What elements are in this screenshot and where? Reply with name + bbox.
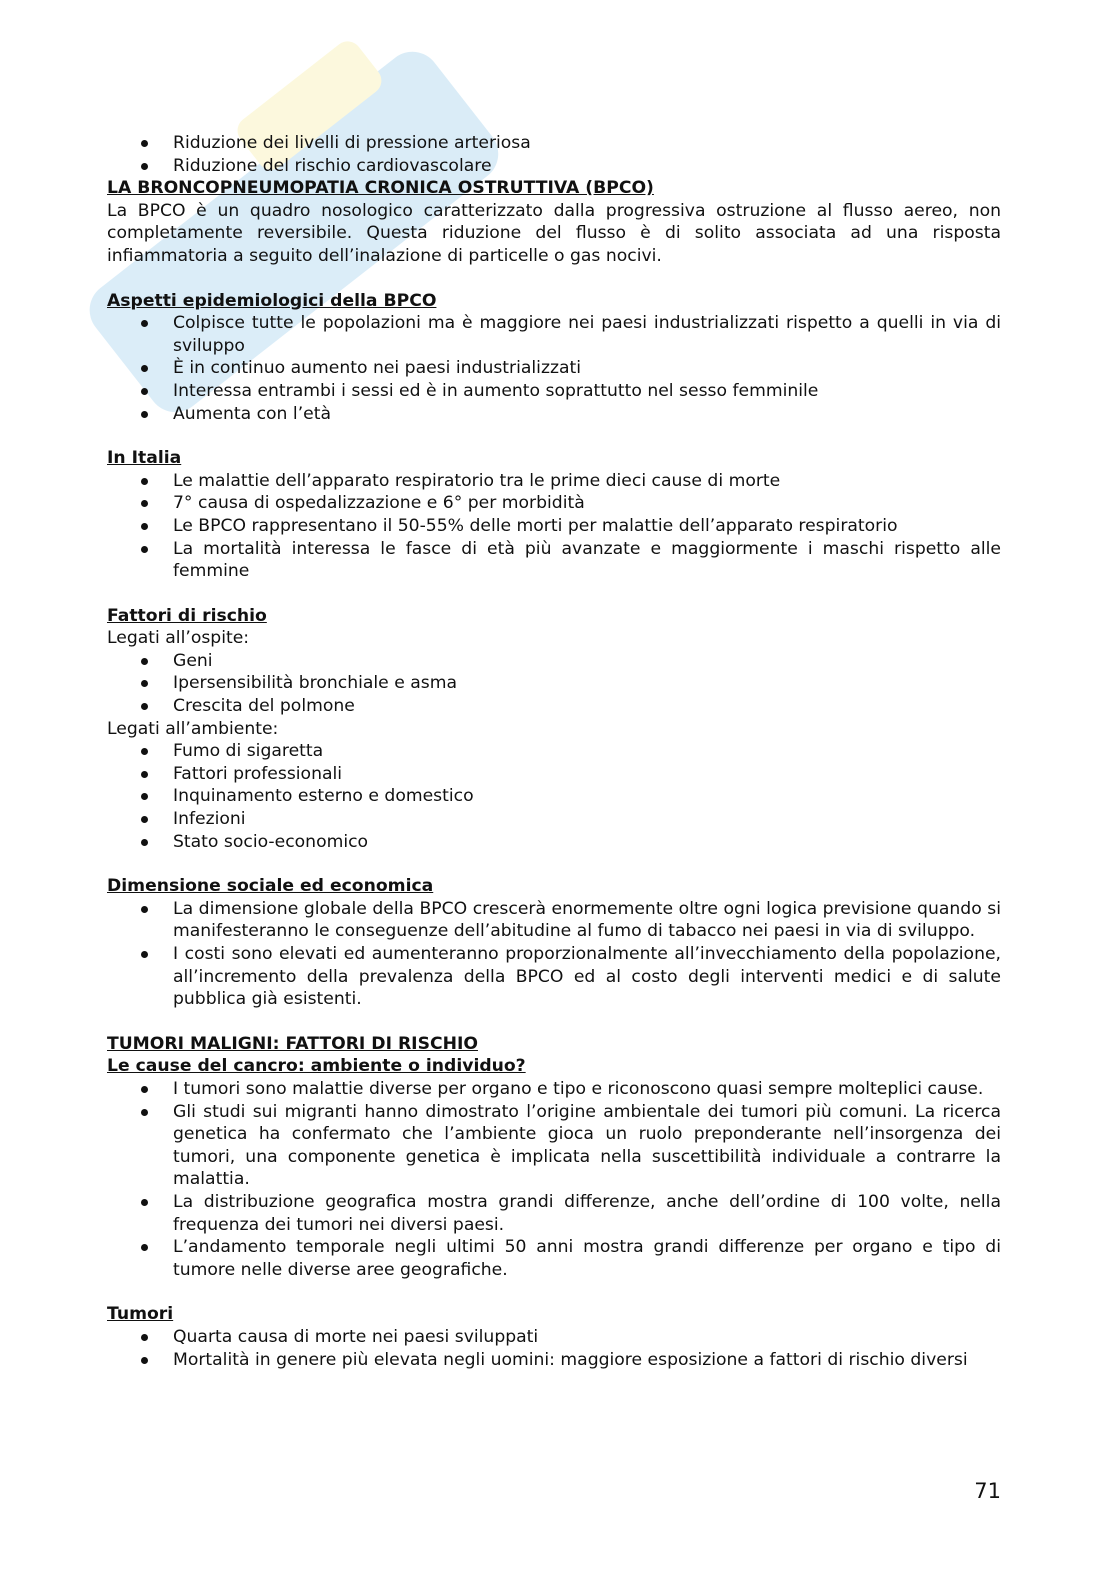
list-item: Stato socio-economico	[107, 831, 1001, 854]
ospite-list	[107, 650, 1001, 718]
ambiente-list	[107, 740, 1001, 853]
list-item: L’andamento temporale negli ultimi 50 anni mostra grandi differenze per organo e tipo di tumore nelle diverse aree geografiche.	[107, 1236, 1001, 1281]
document-page	[107, 132, 1001, 1371]
list-item: Riduzione dei livelli di pressione arteriosa	[107, 132, 1001, 155]
list-item: La mortalità interessa le fasce di età più avanzate e maggiormente i maschi rispetto alle femmine	[107, 538, 1001, 583]
bpco-paragraph: La BPCO è un quadro nosologico caratterizzato dalla progressiva ostruzione al flusso aereo, non completamente reversibile. Questa riduzione del flusso è di solito associata ad una risposta infiammatoria a seguito dell’inalazione di particelle o gas nocivi.	[107, 200, 1001, 266]
list-item: I costi sono elevati ed aumenteranno proporzionalmente all’invecchiamento della popolazione, all’incremento della prevalenza della BPCO ed al costo degli interventi medici e di salute pubblica già esistenti.	[107, 943, 1001, 1011]
section-title-italia: In Italia	[107, 448, 182, 469]
list-item: Colpisce tutte le popolazioni ma è maggiore nei paesi industrializzati rispetto a quelli in via di sviluppo	[107, 312, 1001, 357]
list-item: Infezioni	[107, 808, 1001, 831]
section-title-tumori-maligni: TUMORI MALIGNI: FATTORI DI RISCHIO	[107, 1033, 478, 1054]
epidemiologia-list	[107, 312, 1001, 425]
tumori-maligni-list	[107, 1078, 1001, 1281]
list-item: Mortalità in genere più elevata negli uomini: maggiore esposizione a fattori di rischio diversi	[107, 1349, 1001, 1372]
ambiente-label: Legati all’ambiente:	[107, 718, 279, 739]
list-item: Geni	[107, 650, 1001, 673]
page-number: 71	[974, 1479, 1001, 1503]
list-item: 7° causa di ospedalizzazione e 6° per morbidità	[107, 492, 1001, 515]
list-item: La distribuzione geografica mostra grandi differenze, anche dell’ordine di 100 volte, nella frequenza dei tumori nei diversi paesi.	[107, 1191, 1001, 1236]
tumori-list	[107, 1326, 1001, 1371]
list-item: Ipersensibilità bronchiale e asma	[107, 672, 1001, 695]
list-item: Interessa entrambi i sessi ed è in aumento soprattutto nel sesso femminile	[107, 380, 1001, 403]
list-item: Riduzione del rischio cardiovascolare	[107, 155, 1001, 178]
section-title-dimensione: Dimensione sociale ed economica	[107, 876, 434, 897]
list-item: Le BPCO rappresentano il 50-55% delle morti per malattie dell’apparato respiratorio	[107, 515, 1001, 538]
list-item: Gli studi sui migranti hanno dimostrato l’origine ambientale dei tumori più comuni. La ricerca genetica ha confermato che l’ambiente gioca un ruolo preponderante nell’insorgenza dei tumori, una componente genetica è implicata nella suscettibilità individuale a contrarre la malattia.	[107, 1101, 1001, 1191]
list-item: La dimensione globale della BPCO crescerà enormemente oltre ogni logica previsione quando si manifesteranno le conseguenze dell’abitudine al fumo di tabacco nei paesi in via di sviluppo.	[107, 898, 1001, 943]
dimensione-list	[107, 898, 1001, 1011]
list-item: Fumo di sigaretta	[107, 740, 1001, 763]
list-item: Inquinamento esterno e domestico	[107, 785, 1001, 808]
section-title-bpco: LA BRONCOPNEUMOPATIA CRONICA OSTRUTTIVA (BPCO)	[107, 178, 654, 199]
list-item: È in continuo aumento nei paesi industrializzati	[107, 357, 1001, 380]
list-item: Fattori professionali	[107, 763, 1001, 786]
intro-list	[107, 132, 1001, 177]
italia-list	[107, 470, 1001, 583]
list-item: Le malattie dell’apparato respiratorio tra le prime dieci cause di morte	[107, 470, 1001, 493]
section-title-epidemiologia: Aspetti epidemiologici della BPCO	[107, 290, 437, 311]
section-title-fattori: Fattori di rischio	[107, 605, 267, 626]
section-title-tumori: Tumori	[107, 1304, 174, 1325]
section-subtitle-cause: Le cause del cancro: ambiente o individuo?	[107, 1056, 526, 1077]
list-item: Quarta causa di morte nei paesi sviluppati	[107, 1326, 1001, 1349]
list-item: I tumori sono malattie diverse per organo e tipo e riconoscono quasi sempre molteplici cause.	[107, 1078, 1001, 1101]
list-item: Crescita del polmone	[107, 695, 1001, 718]
list-item: Aumenta con l’età	[107, 403, 1001, 426]
ospite-label: Legati all’ospite:	[107, 628, 250, 649]
